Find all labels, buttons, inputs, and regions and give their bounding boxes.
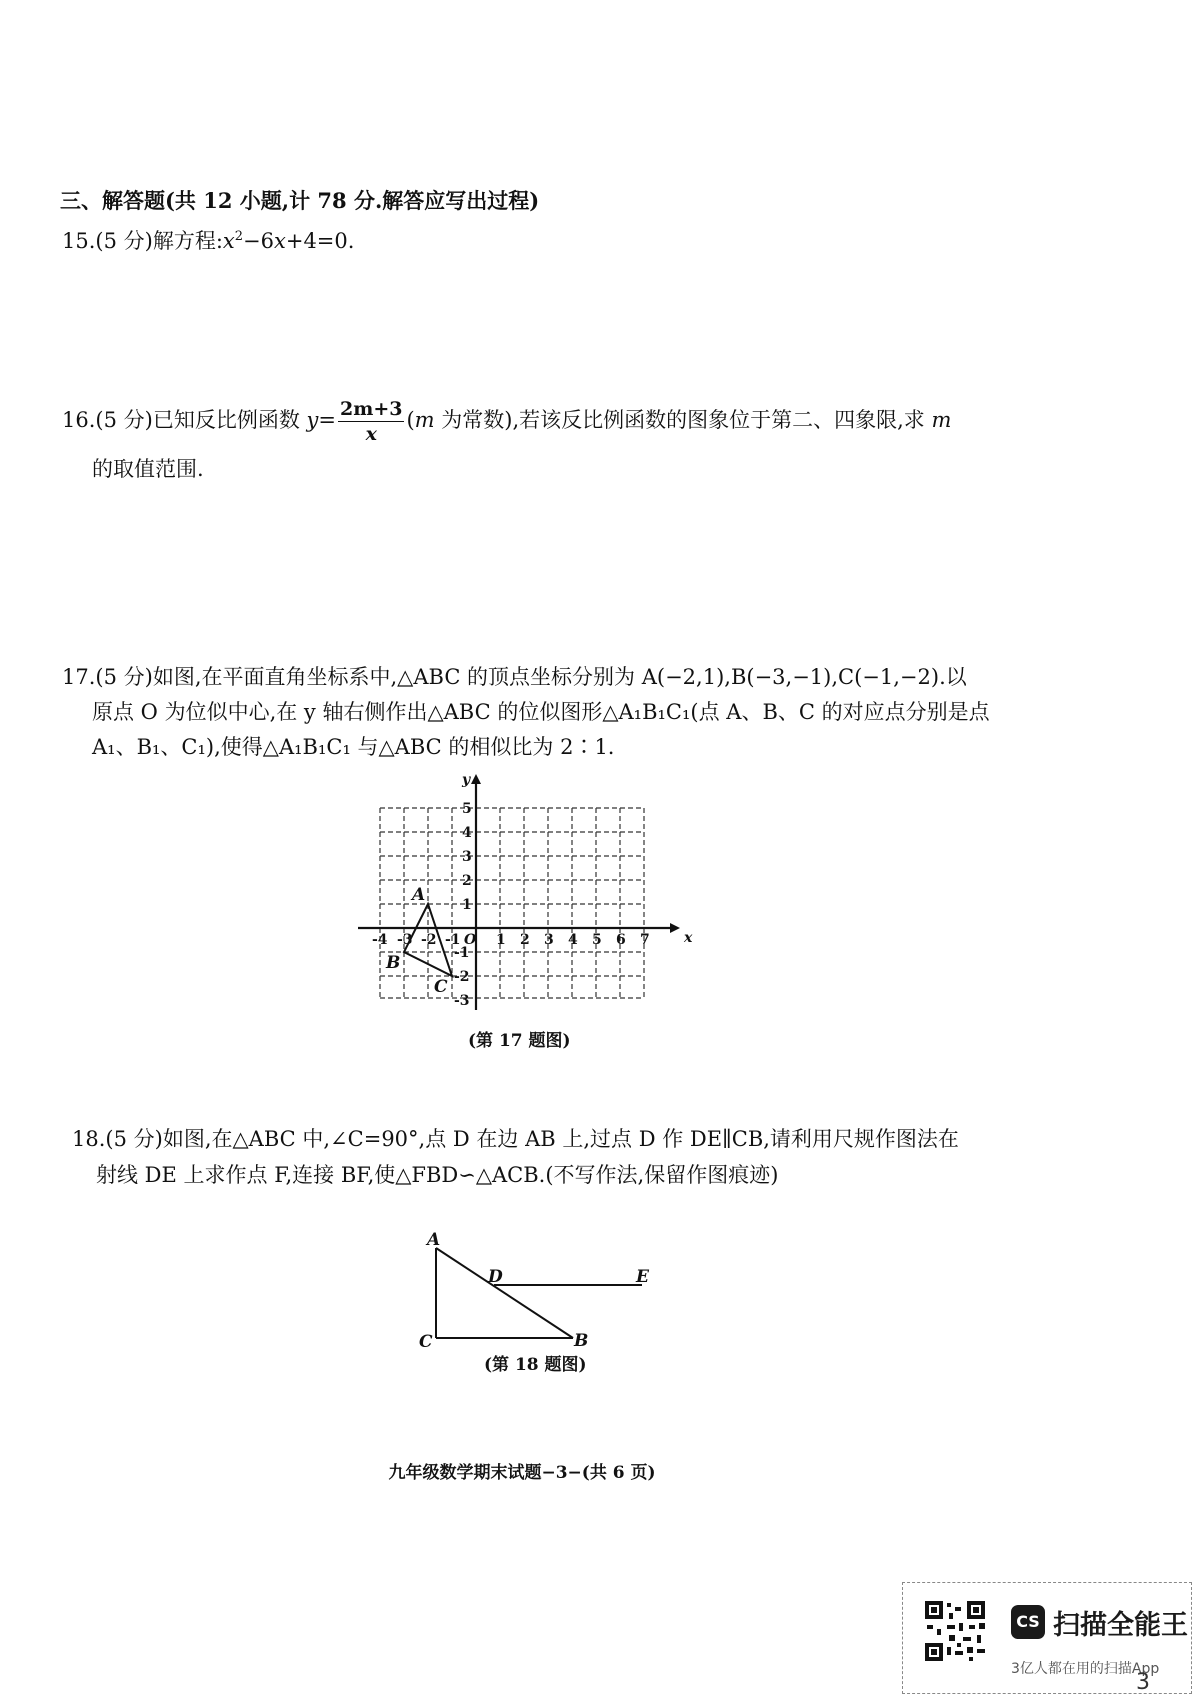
- q17-ytick: 2: [462, 873, 472, 889]
- q17-xtick: 1: [496, 932, 506, 948]
- q16-y-var: y: [306, 408, 319, 432]
- q17-ytick: -2: [454, 969, 470, 985]
- q17-xtick: -3: [397, 932, 413, 948]
- q18-point-b-label: B: [574, 1331, 589, 1351]
- q17-ytick: -3: [454, 993, 470, 1009]
- scanner-app-name: 扫描全能王: [1053, 1610, 1188, 1641]
- question-15: [62, 222, 354, 256]
- q16-text-before: 已知反比例函数: [152, 408, 300, 432]
- q15-eq-b: −6: [243, 229, 274, 253]
- question-17: [62, 662, 967, 692]
- q17-xtick: -4: [372, 932, 388, 948]
- q17-x-arrow-icon: [670, 923, 680, 933]
- section-title: 三、解答题(共 12 小题,计 78 分.解答应写出过程): [60, 188, 540, 213]
- q17-y-arrow-icon: [471, 774, 481, 784]
- q17-ytick: 4: [462, 825, 472, 841]
- q17-xtick: 6: [616, 932, 626, 948]
- q17-line1: 如图,在平面直角坐标系中,△ABC 的顶点坐标分别为 A(−2,1),B(−3,−1),C(−1,−2).以: [152, 665, 967, 689]
- q17-x-label: x: [684, 930, 693, 946]
- q17-xtick: 3: [544, 932, 554, 948]
- q18-number: 18.: [72, 1127, 106, 1151]
- q18-score: (5 分): [105, 1127, 163, 1151]
- q16-text-after: (: [406, 408, 415, 432]
- q17-coordinate-figure: [350, 770, 693, 1030]
- q16-score: (5 分): [95, 408, 153, 432]
- q15-score: (5 分): [95, 229, 153, 253]
- q15-text: 解方程:: [152, 229, 223, 253]
- q15-eq-x: x: [222, 229, 235, 253]
- q16-m-var2: m: [931, 408, 952, 432]
- q16-text-after2: 为常数),若该反比例函数的图象位于第二、四象限,求: [434, 408, 932, 432]
- q17-xtick: -1: [445, 932, 461, 948]
- q17-point-c-label: C: [434, 977, 448, 997]
- q17-point-b-label: B: [386, 953, 401, 973]
- q16-frac-num: 2m+3: [340, 398, 403, 420]
- q15-number: 15.: [62, 229, 96, 253]
- q17-ytick: 1: [462, 897, 472, 913]
- q18-labels: [419, 1230, 650, 1352]
- q17-y-label: y: [462, 772, 471, 788]
- q17-xtick: 2: [520, 932, 530, 948]
- q18-line1: 如图,在△ABC 中,∠C=90°,点 D 在边 AB 上,过点 D 作 DE∥CB,请利用尺规作图法在: [162, 1127, 959, 1151]
- q18-triangle-lines: [436, 1248, 642, 1338]
- q17-ytick: 3: [462, 849, 472, 865]
- q17-origin-label: O: [464, 932, 477, 948]
- q17-line2: 原点 O 为位似中心,在 y 轴右侧作出△ABC 的位似图形△A₁B₁C₁(点 A、B、C 的对应点分别是点: [92, 700, 990, 724]
- q16-equals: =: [318, 408, 336, 432]
- question-18: [72, 1124, 959, 1154]
- q18-figure-caption: (第 18 题图): [484, 1355, 587, 1375]
- q17-xtick: 4: [568, 932, 578, 948]
- q17-point-a-label: A: [412, 885, 426, 905]
- q16-frac-den: x: [365, 423, 377, 445]
- q16-line2: 的取值范围.: [92, 457, 204, 481]
- camscanner-logo-icon: CS: [1011, 1605, 1045, 1639]
- q17-xtick: 5: [592, 932, 602, 948]
- qr-code-icon: [923, 1599, 987, 1663]
- q15-eq-d: +4=0.: [285, 229, 355, 253]
- page-footer: 九年级数学期末试题−3−(共 6 页): [388, 1463, 656, 1483]
- q17-ytick: -1: [454, 945, 470, 961]
- scanner-tagline: 3亿人都在用的扫描App: [1011, 1661, 1160, 1677]
- q17-number: 17.: [62, 665, 96, 689]
- q17-line3: A₁、B₁、C₁),使得△A₁B₁C₁ 与△ABC 的相似比为 2∶1.: [92, 735, 615, 759]
- q18-line2: 射线 DE 上求作点 F,连接 BF,使△FBD∽△ACB.(不写作法,保留作图痕迹): [96, 1163, 779, 1187]
- page-number: 3: [1136, 1670, 1150, 1695]
- q17-ytick: 5: [462, 801, 472, 817]
- q15-eq-sup: 2: [234, 229, 244, 244]
- question-16: [62, 394, 951, 446]
- q18-point-c-label: C: [419, 1332, 433, 1352]
- q15-eq-x2: x: [274, 229, 286, 253]
- q16-m-var: m: [414, 408, 435, 432]
- q17-score: (5 分): [95, 665, 153, 689]
- q17-xtick: -2: [421, 932, 437, 948]
- q18-point-d-label: D: [488, 1267, 503, 1287]
- q17-figure-caption: (第 17 题图): [468, 1031, 571, 1051]
- q17-xtick: 7: [640, 932, 650, 948]
- q16-number: 16.: [62, 408, 96, 432]
- q18-triangle-figure: [410, 1225, 670, 1355]
- q16-fraction: [338, 397, 404, 446]
- q18-point-a-label: A: [427, 1230, 441, 1250]
- q18-point-e-label: E: [636, 1267, 649, 1287]
